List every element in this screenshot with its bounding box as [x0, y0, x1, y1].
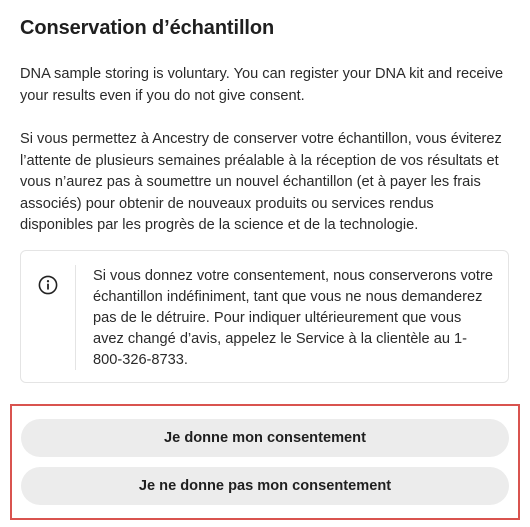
- info-callout-text: Si vous donnez votre consentement, nous conserverons votre échantillon indéfiniment, tant que vous ne nous demanderez pas de le détruire. Pour indiquer ultérieurement que vous avez changé d’avis, appelez le Service à la clientèle au 1-800-326-8733.: [93, 268, 493, 368]
- info-icon: [38, 275, 58, 295]
- decline-consent-button[interactable]: Je ne donne pas mon consentement: [21, 467, 509, 505]
- storage-benefits-text: Si vous permettez à Ancestry de conserver votre échantillon, vous éviterez l’attente de plusieurs semaines préalable à la réception de vos résultats et vous n’aurez pas à soumettre un nouvel échantillon (et à payer les frais associés) pour obtenir de nouveaux produits ou services rendus disponibles par les progrès de la science et de la technologie.: [20, 131, 502, 233]
- page-title: Conservation d’échantillon: [20, 17, 275, 39]
- info-callout: [20, 250, 509, 383]
- info-icon-column: [21, 251, 77, 382]
- give-consent-button[interactable]: Je donne mon consentement: [21, 419, 509, 457]
- consent-actions-highlight: [10, 404, 520, 520]
- voluntary-notice: DNA sample storing is voluntary. You can register your DNA kit and receive your results even if you do not give consent.: [20, 66, 504, 104]
- info-divider: [75, 265, 76, 370]
